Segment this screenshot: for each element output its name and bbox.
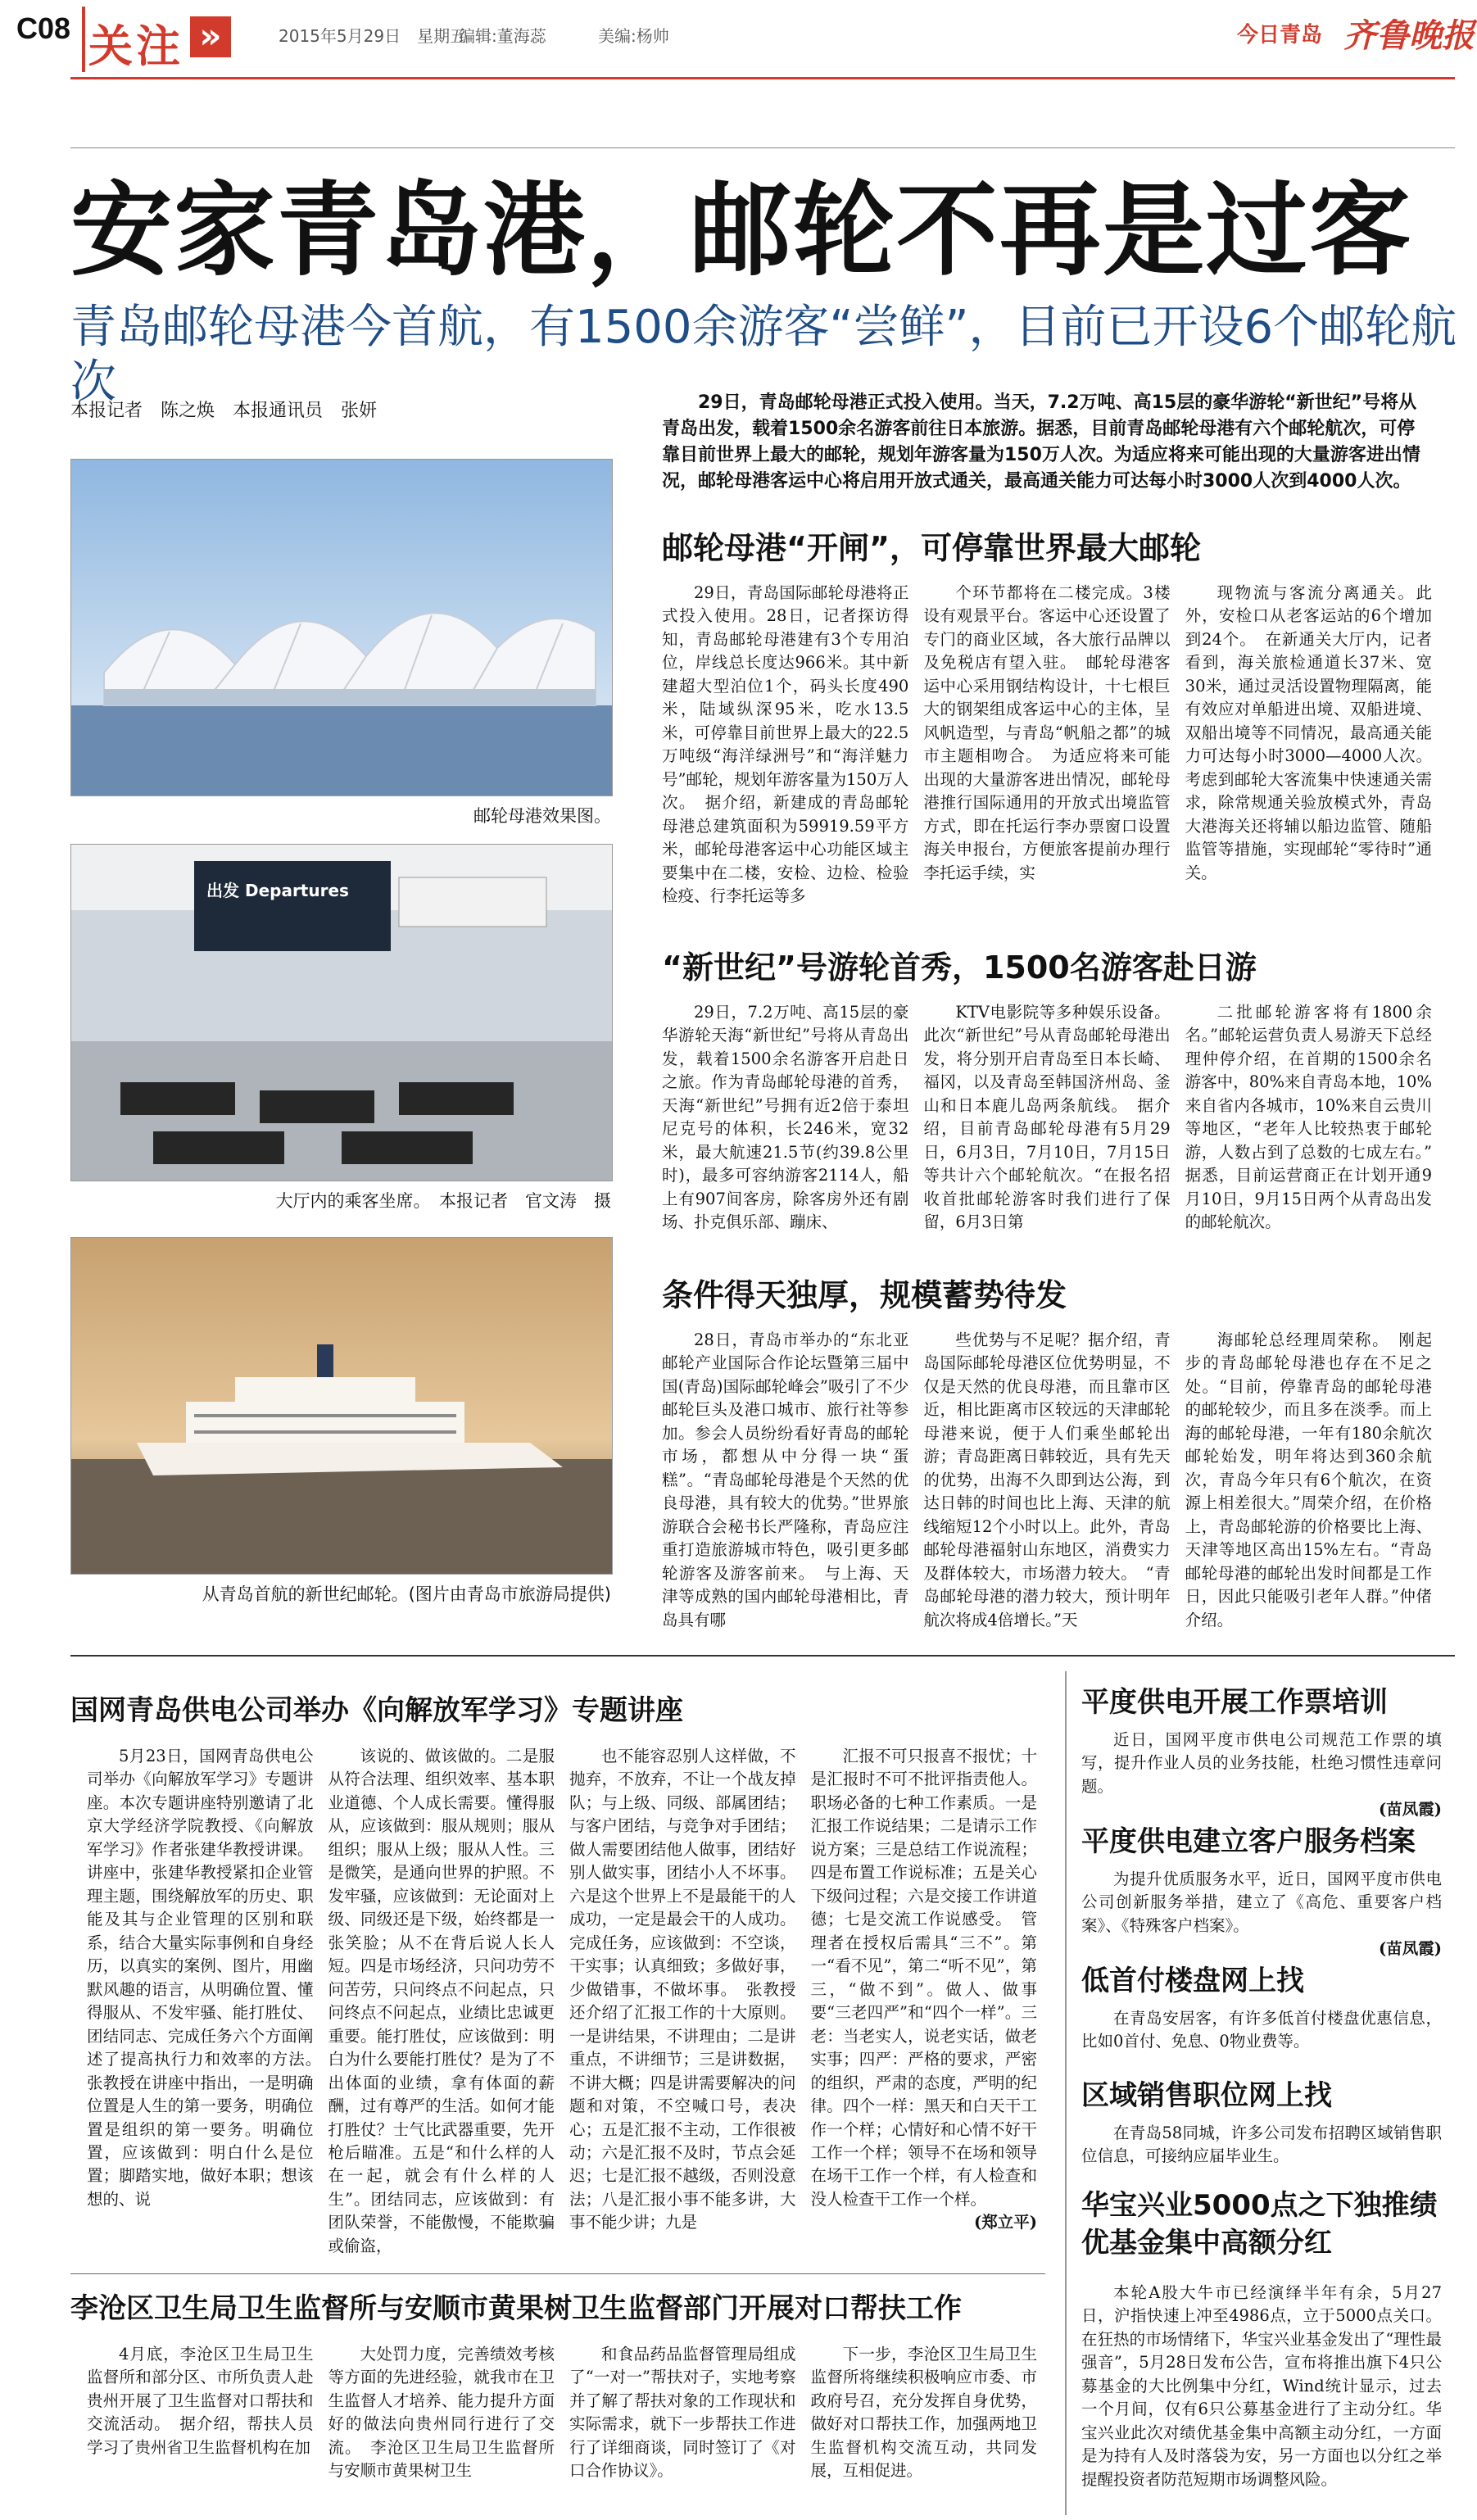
side-article-1-heading: 平度供电开展工作票培训 <box>1081 1686 1388 1719</box>
editor-credit: 编辑:董海蕊 <box>459 26 546 46</box>
section-1-heading: 邮轮母港“开闸”，可停靠世界最大邮轮 <box>662 530 1201 566</box>
side-article-3-heading: 低首付楼盘网上找 <box>1081 1965 1304 1997</box>
terminal-rendering-photo <box>70 459 613 796</box>
side-article-1-signature: (苗凤霞) <box>1379 1800 1442 1820</box>
side-article-5-body <box>1081 2282 1442 2491</box>
article-2-signature: (郑立平) <box>974 2213 1037 2232</box>
side-article-2-signature: (苗凤霞) <box>1379 1939 1442 1959</box>
departure-hall-photo <box>70 844 613 1181</box>
section-3-col-3: 海邮轮总经理周荣称。 刚起步的青岛邮轮母港也存在不足之处。“目前，停靠青岛的邮轮母港的邮轮较少，而且多在淡季。而上海的邮轮母港，一年有180余航次邮轮始发，明年将达到360余航次，青岛今年只有6个航次，在资源上相差很大。”周荣介绍，在价格上，青岛邮轮游的价格要比上海、天津等地区高出15%左右。“青岛邮轮母港的邮轮出发时间都是工作日，因此只能吸引老年人群。”仲偖介绍。 <box>1185 1330 1432 1629</box>
side-article-4-text: 在青岛58同城，许多公司发布招聘区域销售职位信息，可接纳应届毕业生。 <box>1081 2123 1442 2166</box>
newspaper-logo: 齐鲁晚报 <box>1343 16 1475 55</box>
side-article-3-text: 在青岛安居客，有许多低首付楼盘优惠信息，比如0首付、免息、0物业费等。 <box>1081 2009 1442 2051</box>
main-headline: 安家青岛港，邮轮不再是过客 <box>70 172 1413 290</box>
article-2-col-4: 汇报不可只报喜不报忧；十是汇报时不可不批评指责他人。职场必备的七种工作素质。一是汇报工作说结果；二是请示工作说方案；三是总结工作说流程；四是布置工作说标准；五是关心下级问过程；六是交接工作讲道德；七是交流工作说感受。 管理者在授权后需具“三不”。第一“看不见”，第二“听不见”，第三，“做不到”。做人、做事要“三老四严”和“四个一样”。三老：当老实人，说老实话，做老实事；四严：严格的要求，严密的组织，严肃的态度，严明的纪律。四个一样：黑天和白天干工作一个样；心情好和心情不好干工作一个样；领导不在场和领导在场干工作一个样，有人检查和没人检查干工作一个样。 <box>810 1747 1037 2209</box>
subheadline: 青岛邮轮母港今首航，有1500余游客“尝鲜”，目前已开设6个邮轮航次 <box>70 301 1457 410</box>
double-chevron-right-icon: » <box>190 16 231 57</box>
section-2-col-1: 29日，7.2万吨、高15层的豪华游轮天海“新世纪”号将从青岛出发，载着1500余名游客开启赴日之旅。作为青岛邮轮母港的首秀，天海“新世纪”号拥有近2倍于泰坦尼克号的体积，长246米，宽32米，最大航速21.5节(约39.8公里时)，最多可容纳游客2114人，船上有907间客房，除客房外还有剧场、扑克俱乐部、蹦床、 <box>662 1003 909 1232</box>
page-number: C08 <box>16 11 71 45</box>
section-2-col-2: KTV电影院等多种娱乐设备。此次“新世纪”号从青岛邮轮母港出发，将分别开启青岛至日本长崎、福冈，以及青岛至韩国济州岛、釜山和日本鹿儿岛两条航线。 据介绍，目前青岛邮轮母港有5月29日，6月3日，7月10日，7月15日等共计六个邮轮航次。“在报名招收首批邮轮游客时我们进行了保留，6月3日第 <box>923 1003 1171 1232</box>
masthead-rule <box>70 77 1455 79</box>
byline: 本报记者 陈之焕 本报通讯员 张妍 <box>70 401 378 421</box>
issue-date: 2015年5月29日 星期五 <box>279 26 467 46</box>
article-3-col-4: 下一步，李沧区卫生局卫生监督所将继续积极响应市委、市政府号召，充分发挥自身优势，做好对口帮扶工作，加强两地卫生监督机构交流互动，共同发展，互相促进。 <box>810 2345 1037 2481</box>
section-3-heading: 条件得天独厚，规模蓄势待发 <box>662 1277 1067 1313</box>
photo-1-caption: 邮轮母港效果图。 <box>473 806 611 826</box>
article-2-col-1: 5月23日，国网青岛供电公司举办《向解放军学习》专题讲座。本次专题讲座特别邀请了北京大学经济学院教授、《向解放军学习》作者张建华教授讲课。讲座中，张建华教授紧扣企业管理主题，围绕解放军的历史、职能及其与企业管理的区别和联系，结合大量实际事例和自身经历，以真实的案例、图片，用幽默风趣的语言，从明确位置、懂得服从、不发牢骚、能打胜仗、团结同志、完成任务六个方面阐述了提高执行力和效率的方法。 张教授在讲座中指出，一是明确位置是人生的第一要务，明确位置是组织的第一要务。明确位置，应该做到：明白什么是位置；脚踏实地，做好本职；想该想的、说 <box>87 1747 330 2209</box>
side-article-2-text: 为提升优质服务水平，近日，国网平度市供电公司创新服务举措，建立了《高危、重要客户档案》、《特殊客户档案》。 <box>1081 1870 1442 1935</box>
section-1-col-3: 现物流与客流分离通关。此外，安检口从老客运站的6个增加到24个。 在新通关大厅内，记者看到，海关旅检通道长37米、宽30米，通过灵活设置物理隔离，能有效应对单船进出境、双船进境、双船出境等不同情况，最高通关能力可达每小时3000—4000人次。考虑到邮轮大客流集中快速通关需求，除常规通关验放模式外，青岛大港海关还将辅以船边监管、随船监管等措施，实现邮轮“零待时”通关。 <box>1185 583 1432 882</box>
article-3-col-2: 大处罚力度，完善绩效考核等方面的先进经验，就我市在卫生监督人才培养、能力提升方面好的做法向贵州同行进行了交流。 李沧区卫生局卫生监督所与安顺市黄果树卫生 <box>328 2345 555 2481</box>
side-article-4-heading: 区域销售职位网上找 <box>1081 2079 1332 2112</box>
article-2-body <box>87 1745 1037 2258</box>
side-article-1-body <box>1081 1729 1442 1822</box>
section-2-heading: “新世纪”号游轮首秀，1500名游客赴日游 <box>662 950 1257 986</box>
masthead-rule-2 <box>70 147 1455 148</box>
article-3-col-3: 和食品药品监督管理局组成了“一对一”帮扶对子，实地考察并了解了帮扶对象的工作现状和实际需求，就下一步帮扶工作进行了详细商谈，同时签订了《对口合作协议》。 <box>569 2345 796 2481</box>
article-3-rule <box>70 2273 1045 2274</box>
side-article-2-body <box>1081 1868 1442 1961</box>
section-3-col-2: 些优势与不足呢？据介绍，青岛国际邮轮母港区位优势明显，不仅是天然的优良母港，而且靠市区近，相比距离市区较远的天津邮轮母港来说，便于人们乘坐邮轮出游；青岛距离日韩较近，具有先天的优势，出海不久即到达公海，到达日韩的时间也比上海、天津的航线缩短12个小时以上。此外，青岛邮轮母港福射山东地区，消费实力及群体较大，市场潜力较大。 “青岛邮轮母港的潜力较大，预计明年航次将成4倍增长。”天 <box>923 1330 1171 1629</box>
side-article-5-heading: 华宝兴业5000点之下独推绩优基金集中高额分红 <box>1081 2189 1438 2259</box>
article-2-col-2: 该说的、做该做的。二是服从符合法理、组织效率、基本职业道德、个人成长需要。懂得服从，应该做到：服从规则；服从组织；服从上级；服从人性。三是微笑，是通向世界的护照。不发牢骚，应该做到：无论面对上级、同级还是下级，始终都是一张笑脸；从不在背后说人长人短。四是市场经济，只问功劳不问苦劳，只问终点不问起点，只问终点不问起点，业绩比忠诚更重要。能打胜仗，应该做到：明白为什么要能打胜仗？是为了不出体面的业绩，拿有体面的薪酬，过有尊严的生活。如何才能打胜仗？士气比武器重要，先开枪后瞄准。五是“和什么样的人在一起，就会有什么样的人生”。团结同志，应该做到：有团队荣誉，不能傲慢，不能欺骗或偷盗， <box>328 1747 555 2255</box>
photo-2-caption: 大厅内的乘客坐席。 本报记者 官文涛 摄 <box>275 1191 611 1211</box>
article-lead: 29日，青岛邮轮母港正式投入使用。当天，7.2万吨、高15层的豪华游轮“新世纪”号将从青岛出发，载着1500余名游客前往日本旅游。据悉，目前青岛邮轮母港有六个邮轮航次，可停靠目前世界上最大的邮轮，规划年游客量为150万人次。为适应将来可能出现的大量游客进出情况，邮轮母港客运中心将启用开放式通关，最高通关能力可达每小时3000人次到4000人次。 <box>662 392 1420 492</box>
article-2-heading: 国网青岛供电公司举办《向解放军学习》专题讲座 <box>70 1694 683 1727</box>
section-2-body <box>662 1001 1448 1235</box>
section-title: 关注 <box>88 20 183 72</box>
section-1-col-1: 29日，青岛国际邮轮母港将正式投入使用。28日，记者探访得知，青岛邮轮母港建有3个专用泊位，岸线总长度达966米。其中新建超大型泊位1个，码头长度490米，陆域纵深95米，吃水13.5米，可停靠目前世界上最大的22.5万吨级“海洋绿洲号”和“海洋魅力号”邮轮，规划年游客量为150万人次。 据介绍，新建成的青岛邮轮母港总建筑面积为59919.59平方米，邮轮母港客运中心功能区域主要集中在二楼，安检、边检、检验检疫、行李托运等多 <box>662 583 909 906</box>
side-column-rule <box>1065 1671 1067 2515</box>
article-3-heading: 李沧区卫生局卫生监督所与安顺市黄果树卫生监督部门开展对口帮扶工作 <box>70 2292 962 2325</box>
section-divider-rule <box>70 1655 1455 1657</box>
side-article-4-body <box>1081 2122 1442 2169</box>
side-article-3-body <box>1081 2007 1442 2054</box>
section-2-col-3: 二批邮轮游客将有1800余名。”邮轮运营负责人易游天下总经理仲停介绍，在首期的1500余名游客中，80%来自青岛本地，10%来自省内各城市，10%来自云贵川等地区，“老年人比较热衷于邮轮游，人数占到了总数的七成左右。” 据悉，目前运营商正在计划开通9月10日，9月15日两个从青岛出发的邮轮航次。 <box>1185 1003 1448 1232</box>
article-3-col-1: 4月底，李沧区卫生局卫生监督所和部分区、市所负责人赴贵州开展了卫生监督对口帮扶和交流活动。 据介绍，帮扶人员学习了贵州省卫生监督机构在加 <box>87 2345 314 2457</box>
section-1-body <box>662 582 1432 909</box>
cruise-ship-photo <box>70 1237 613 1575</box>
article-3-body <box>87 2343 1037 2483</box>
section-1-col-2: 个环节都将在二楼完成。3楼设有观景平台。客运中心还设置了专门的商业区域，各大旅行品牌以及免税店有望入驻。 邮轮母港客运中心采用钢结构设计，十七根巨大的钢架组成客运中心的主体，呈风帆造型，与青岛“帆船之都”的城市主题相吻合。 为适应将来可能出现的大量游客进出情况，邮轮母港推行国际通用的开放式出境监管方式，即在托运行李办票窗口设置海关申报台，方便旅客提前办理行李托运手续，实 <box>923 583 1171 882</box>
photo-3-caption: 从青岛首航的新世纪邮轮。(图片由青岛市旅游局提供) <box>202 1584 611 1604</box>
designer-credit: 美编:杨帅 <box>598 26 669 46</box>
section-3-body <box>662 1329 1432 1632</box>
edition-label: 今日青岛 <box>1237 23 1323 48</box>
side-article-2-heading: 平度供电建立客户服务档案 <box>1081 1825 1416 1858</box>
section-3-col-1: 28日，青岛市举办的“东北亚邮轮产业国际合作论坛暨第三届中国(青岛)国际邮轮峰会”吸引了不少邮轮巨头及港口城市、旅行社等参加。参会人员纷纷看好青岛的邮轮市场，都想从中分得一块“蛋糕”。“青岛邮轮母港是个天然的优良母港，具有较大的优势。”世界旅游联合会秘书长严隆称，青岛应注重打造旅游城市特色，吸引更多邮轮游客及游客前来。 与上海、天津等成熟的国内邮轮母港相比，青岛具有哪 <box>662 1330 909 1629</box>
side-article-5-text: 本轮A股大牛市已经演绎半年有余，5月27日，沪指快速上冲至4986点，立于5000点关口。在狂热的市场情绪下，华宝兴业基金发出了“理性最强音”，5月28日发布公告，宣布将推出旗下4只公募基金的大比例集中分红，Wind统计显示，过去一个月间，仅有6只公募基金进行了主动分红。华宝兴业此次对绩优基金集中高额主动分红，一方面是为持有人及时落袋为安，另一方面也以分红之举提醒投资者防范短期市场调整风险。 <box>1081 2283 1442 2489</box>
departures-sign: 出发 Departures <box>206 881 349 900</box>
article-2-col-3: 也不能容忍别人这样做，不抛弃，不放弃，不让一个战友掉队；与上级、同级、部属团结；与客户团结，与竞争对手团结；做人需要团结他人做事，团结好别人做实事，团结小人不坏事。六是这个世界上不是最能干的人成功，一定是最会干的人成功。完成任务，应该做到：不空谈，干实事；认真细致；多做好事，少做错事，不做坏事。 张教授还介绍了汇报工作的十大原则。一是讲结果，不讲理由；二是讲重点，不讲细节；三是讲数据，不讲大概；四是讲需要解决的问题和对策，不空喊口号，表决心；五是汇报不主动，工作很被动；六是汇报不及时，节点会延迟；七是汇报不越级，否则没意法；八是汇报小事不能多讲，大事不能少讲；九是 <box>569 1747 796 2232</box>
side-article-1-text: 近日，国网平度市供电公司规范工作票的填写，提升作业人员的业务技能，杜绝习惯性违章问题。 <box>1081 1730 1442 1796</box>
